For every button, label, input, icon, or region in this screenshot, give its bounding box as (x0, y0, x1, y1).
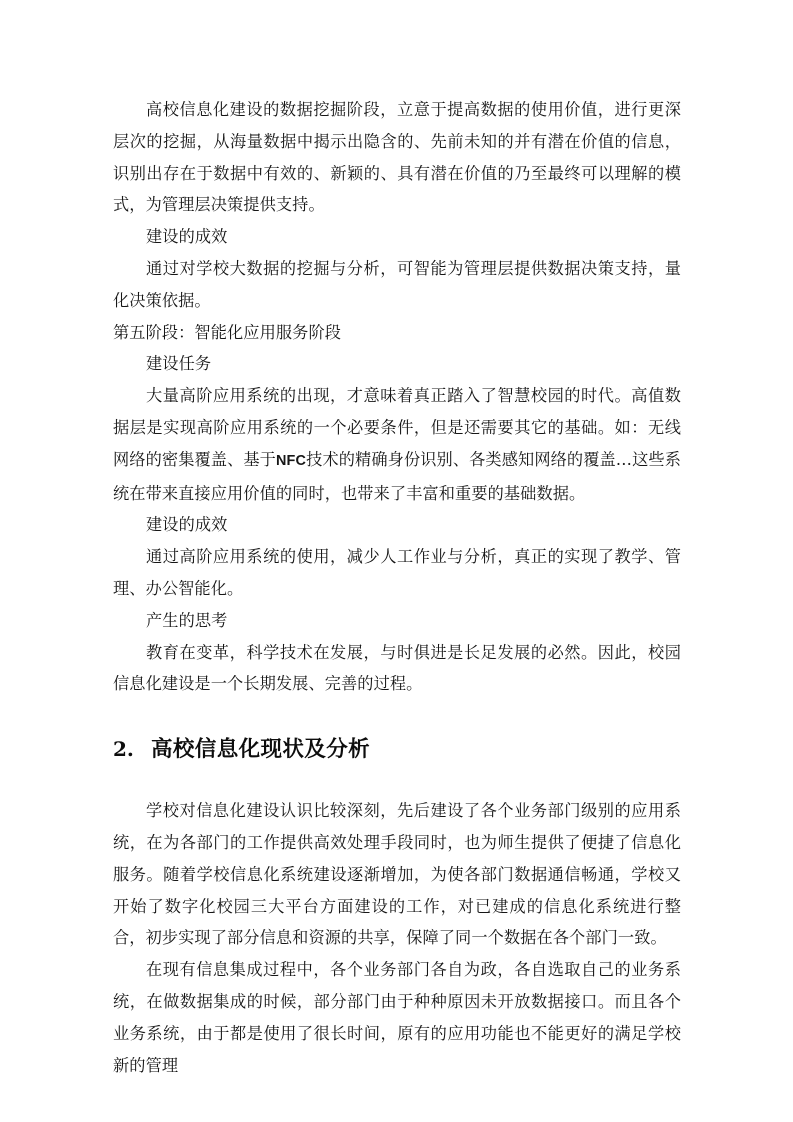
label-construction-task: 建设任务 (146, 354, 212, 374)
section-heading-text: 高校信息化现状及分析 (151, 737, 371, 763)
heading-spacer-below (113, 765, 681, 795)
paragraph-data-mining-stage: 高校信息化建设的数据挖掘阶段，立意于提高数据的使用价值，进行更深层次的挖掘，从海量数据中揭示出隐含的、先前未知的并有潜在价值的信息，识别出存在于数据中有效的、新颖的、具有潜在价值的乃至最终可以理解的模式，为管理层决策提供支持。 (113, 100, 681, 215)
paragraph-education-reform: 教育在变革，科学技术在发展，与时俱进是长足发展的必然。因此，校园信息化建设是一个长期发展、完善的过程。 (113, 642, 681, 694)
paragraph-high-level-applications (113, 380, 681, 509)
paragraph-intelligent-office: 通过高阶应用系统的使用，减少人工作业与分析，真正的实现了教学、管理、办公智能化。 (113, 547, 681, 598)
subheading-stage-five: 第五阶段：智能化应用服务阶段 (113, 322, 342, 342)
paragraph-school-informatization: 学校对信息化建设认识比较深刻，先后建设了各个业务部门级别的应用系统，在为各部门的工作提供高效处理手段同时，也为师生提供了便捷了信息化服务。随着学校信息化系统建设逐渐增加，为使各部门数据通信畅通，学校又开始了数字化校园三大平台方面建设的工作，对已建成的信息化系统进行整合，初步实现了部分信息和资源的共享，保障了同一个数据在各个部门一致。 (113, 801, 681, 948)
page-text-column (113, 94, 681, 1081)
label-construction-results-1: 建设的成效 (146, 227, 228, 247)
paragraph-integration-problems: 在现有信息集成过程中，各个业务部门各自为政，各自选取自己的业务系统，在做数据集成的时候，部分部门由于种种原因未开放数据接口。而且各个业务系统，由于都是使用了很长时间，原有的应用功能也不能更好的满足学校新的管理 (113, 960, 681, 1075)
label-reflections: 产生的思考 (146, 610, 228, 630)
term-nfc: NFC (275, 452, 307, 469)
section-heading-2 (113, 734, 681, 765)
paragraph-text-before-nfc: 大量高阶应用系统的出现，才意味着真正踏入了智慧校园的时代。高值数据层是实现高阶应用系统的一个必要条件，但是还需要其它的基础。如：无线网络的密集覆盖、基于 (113, 386, 681, 469)
heading-spacer-above (113, 700, 681, 734)
paragraph-big-data-analysis: 通过对学校大数据的挖掘与分析，可智能为管理层提供数据决策支持，量化决策依据。 (113, 258, 681, 310)
section-heading-number: 2. (113, 737, 134, 762)
paragraph-text-after-nfc: 技术的精确身份识别、各类感知网络的覆盖…这些系统在带来直接应用价值的同时，也带来了丰富和重要的基础数据。 (113, 449, 681, 503)
label-construction-results-2: 建设的成效 (146, 515, 228, 535)
